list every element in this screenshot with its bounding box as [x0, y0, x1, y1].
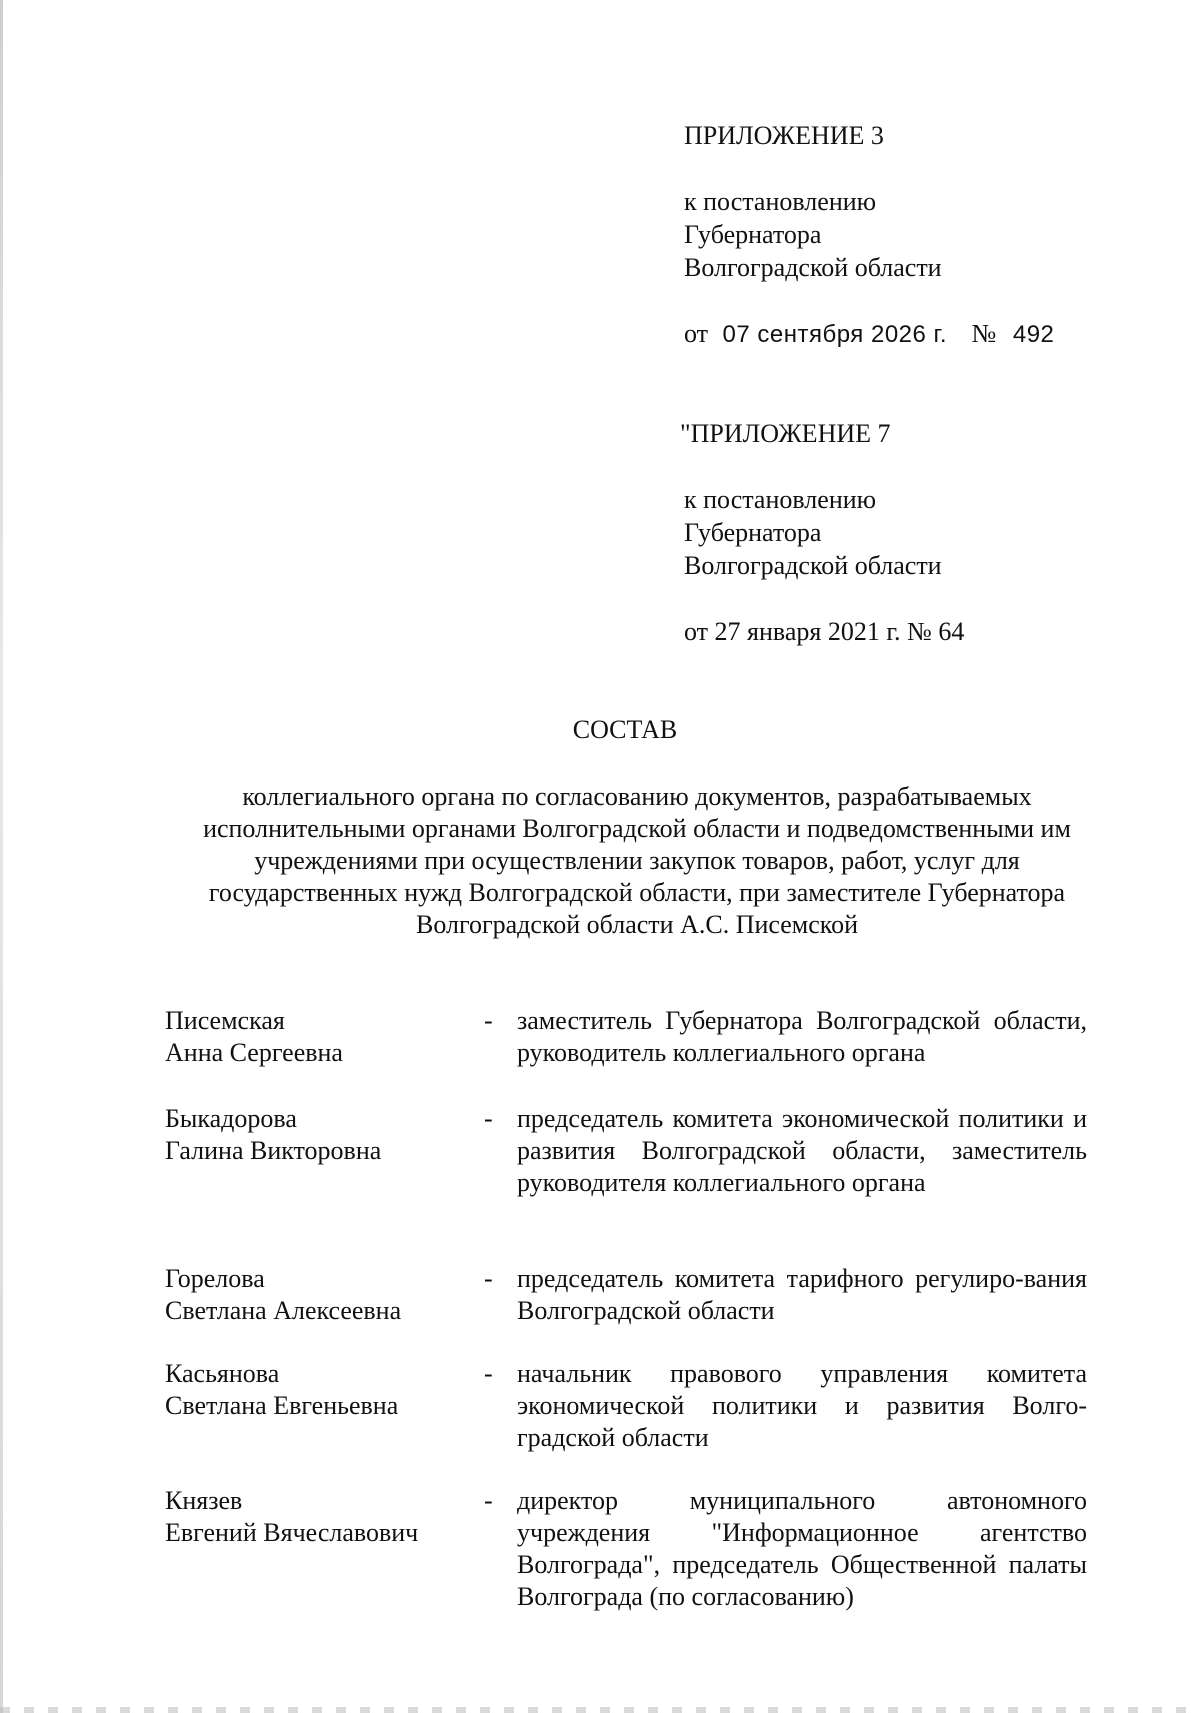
number-sign: №: [971, 319, 997, 348]
date-value: 07 сентября 2026 г.: [722, 321, 948, 348]
member-name: [165, 1005, 455, 1069]
member-given-names: Светлана Алексеевна: [165, 1296, 402, 1325]
member-dash: -: [484, 1006, 493, 1035]
appendix-title: ПРИЛОЖЕНИЕ 3: [684, 121, 884, 150]
appendix-ref-line: Волгоградской области: [684, 253, 942, 282]
member-surname: Горелова: [165, 1264, 265, 1293]
member-given-names: Галина Викторовна: [165, 1136, 382, 1165]
appendix-ref-line: к постановлению: [684, 187, 877, 216]
member-name: [165, 1485, 455, 1549]
quoted-appendix-title: "ПРИЛОЖЕНИЕ 7: [680, 419, 891, 448]
quoted-ref-line: Губернатора: [684, 518, 822, 547]
member-surname: Быкадорова: [165, 1104, 297, 1133]
appendix-ref-line: Губернатора: [684, 220, 822, 249]
member-surname: Касьянова: [165, 1359, 280, 1388]
member-given-names: Светлана Евгеньевна: [165, 1391, 399, 1420]
member-given-names: Анна Сергеевна: [165, 1038, 343, 1067]
scan-bottom-edge: [0, 1707, 1200, 1713]
member-dash: -: [484, 1486, 493, 1515]
member-name: [165, 1263, 455, 1327]
appendix-date-line: [684, 318, 1054, 351]
quoted-ref-line: к постановлению: [684, 485, 877, 514]
member-dash: -: [484, 1104, 493, 1133]
member-role: заместитель Губернатора Волгоградской области, руководитель коллегиального органа: [517, 1006, 1087, 1067]
member-dash: -: [484, 1359, 493, 1388]
member-role: председатель комитета тарифного регулиро-вания Волгоградской области: [517, 1264, 1087, 1325]
member-role: председатель комитета экономической политики и развития Волгоградской области, заместитель руководителя коллегиального органа: [517, 1104, 1087, 1197]
document-heading: СОСТАВ: [572, 715, 678, 744]
scan-left-edge: [0, 0, 3, 1713]
member-name: [165, 1358, 455, 1422]
document-subtitle: коллегиального органа по согласованию документов, разрабатываемых исполнительными органами Волгоградской области и подведомственными им учреждениями при осуществлении закупок товаров, работ, услуг для государственных нужд Волгоградской области, при заместителе Губернатора Волгоградской области А.С. Писемской: [203, 782, 1071, 939]
date-prefix: от: [684, 319, 709, 348]
member-role: начальник правового управления комитета экономической политики и развития Волго-градской области: [517, 1359, 1087, 1452]
member-surname: Писемская: [165, 1006, 285, 1035]
quoted-ref-line: Волгоградской области: [684, 551, 942, 580]
quoted-date-line: от 27 января 2021 г. № 64: [684, 617, 965, 646]
member-role: директор муниципального автономного учреждения "Информационное агентство Волгограда", председатель Общественной палаты Волгограда (по согласованию): [517, 1486, 1087, 1611]
member-surname: Князев: [165, 1486, 243, 1515]
member-given-names: Евгений Вячеславович: [165, 1518, 419, 1547]
member-name: [165, 1103, 455, 1167]
member-dash: -: [484, 1264, 493, 1293]
number-value: 492: [1012, 321, 1055, 348]
